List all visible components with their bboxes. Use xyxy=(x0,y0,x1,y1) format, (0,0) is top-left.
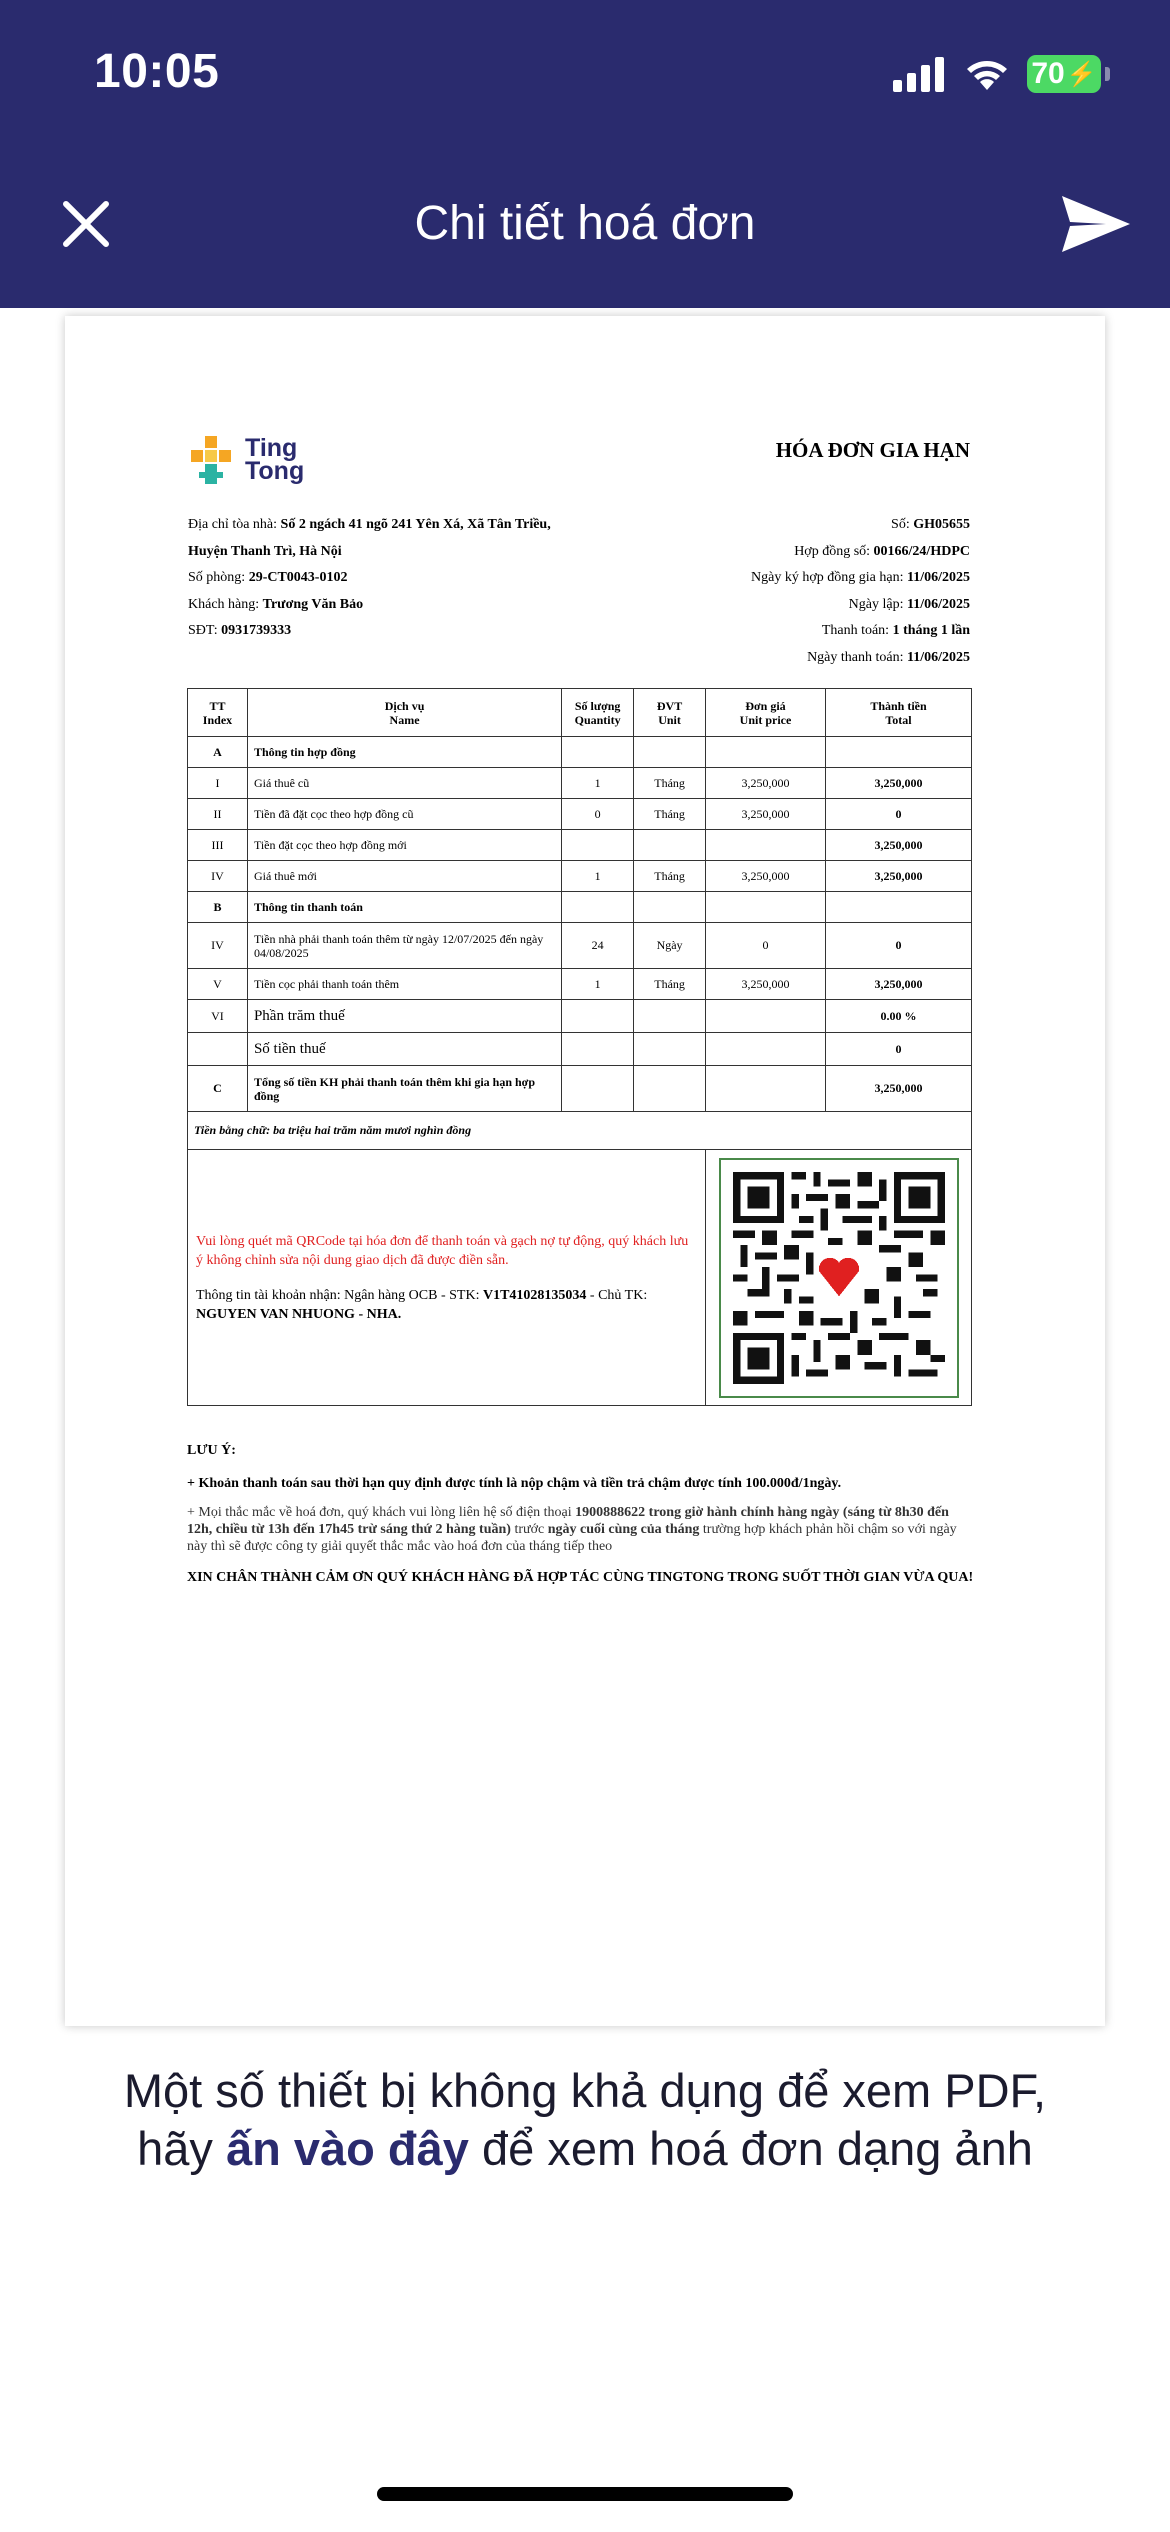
room-value: 29-CT0043-0102 xyxy=(248,570,348,585)
qr-instructions-cell xyxy=(188,1150,706,1406)
table-row: C Tổng số tiền KH phải thanh toán thêm khi gia hạn hợp đồng 3,250,000 xyxy=(188,1066,972,1112)
table-header-row xyxy=(188,689,972,737)
view-image-link[interactable]: ấn vào đây xyxy=(225,2122,469,2175)
address-label: Địa chỉ tòa nhà: xyxy=(188,517,281,532)
phone-value: 0931739333 xyxy=(221,623,292,638)
fallback-prefix: hãy xyxy=(137,2122,226,2175)
number-value: GH05655 xyxy=(913,517,970,532)
sign-date-value: 11/06/2025 xyxy=(906,570,970,585)
customer-value: Trương Văn Bảo xyxy=(262,596,364,612)
invoice-info-left xyxy=(188,512,551,645)
col-service: Dịch vụ Name xyxy=(247,689,561,737)
fallback-line2 xyxy=(0,2120,1170,2178)
table-row: III Tiền đặt cọc theo hợp đồng mới 3,250,000 xyxy=(188,830,972,861)
col-total: Thành tiền Total xyxy=(825,689,971,737)
contract-label: Hợp đồng số: xyxy=(794,543,874,559)
col-unit-price: Đơn giá Unit price xyxy=(706,689,826,737)
contract-value: 00166/24/HDPC xyxy=(873,543,970,559)
col-index: TT Index xyxy=(188,689,248,737)
col-quantity: Số lượng Quantity xyxy=(562,689,634,737)
table-row: A Thông tin hợp đồng xyxy=(188,737,972,768)
company-logo xyxy=(185,434,304,486)
note-late-payment: + Khoản thanh toán sau thời hạn quy định được tính là nộp chậm và tiền trả chậm được tính 100.000đ/1ngày. xyxy=(187,1476,842,1491)
amount-in-words-row xyxy=(188,1112,972,1150)
phone-label: SĐT: xyxy=(188,623,222,638)
battery-icon: 70 ⚡ xyxy=(1027,55,1101,93)
invoice-items-table xyxy=(187,688,972,1406)
pay-date-value: 11/06/2025 xyxy=(906,649,970,665)
table-row: V Tiền cọc phải thanh toán thêm 1 Tháng 3,250,000 3,250,000 xyxy=(188,969,972,1000)
qr-code[interactable] xyxy=(719,1158,959,1398)
qr-code-cell xyxy=(706,1150,972,1406)
notes-title: LƯU Ý: xyxy=(187,1443,236,1458)
battery-cap xyxy=(1105,67,1110,81)
qr-instruction-text: Vui lòng quét mã QRCode tại hóa đơn để thanh toán và gạch nợ tự động, quý khách lưu ý không chỉnh sửa nội dung giao dịch đã được điền sẵn. xyxy=(196,1233,689,1268)
created-value: 11/06/2025 xyxy=(906,596,970,612)
status-icons xyxy=(893,52,1110,96)
created-label: Ngày lập: xyxy=(848,596,907,612)
logo-text xyxy=(245,434,305,485)
invoice-title: HÓA ĐƠN GIA HẠN xyxy=(775,438,970,462)
table-row: VI Phần trăm thuế 0.00 % xyxy=(188,1000,972,1033)
invoice-info-right xyxy=(751,512,970,671)
note-contact-deadline: ngày cuối cùng của tháng xyxy=(547,1522,700,1537)
bank-info-label: Thông tin tài khoản nhận: Ngân hàng OCB - STK: xyxy=(196,1287,483,1303)
fallback-line1: Một số thiết bị không khả dụng để xem PDF, xyxy=(123,2064,1047,2117)
bank-holder-label: - Chủ TK: xyxy=(586,1287,648,1303)
table-row: IV Tiền nhà phải thanh toán thêm từ ngày 12/07/2025 đến ngày 04/08/2025 24 Ngày 0 0 xyxy=(188,923,972,969)
payment-value: 1 tháng 1 lần xyxy=(892,623,970,638)
bank-account: V1T41028135034 xyxy=(482,1287,587,1303)
status-time: 10:05 xyxy=(94,45,220,98)
invoice-notes xyxy=(187,1442,977,1598)
note-contact-e: trường hợp khách phản hồi chậm so với ngày này thì sẽ được công ty giải quyết thắc mắc vào hoá đơn của tháng tiếp theo xyxy=(187,1522,957,1554)
table-row: I Giá thuê cũ 1 Tháng 3,250,000 3,250,000 xyxy=(188,768,972,799)
send-icon[interactable] xyxy=(1060,192,1132,256)
room-label: Số phòng: xyxy=(188,570,249,585)
payment-label: Thanh toán: xyxy=(821,623,893,638)
invoice-document[interactable] xyxy=(65,316,1105,2026)
note-contact xyxy=(187,1504,977,1555)
app-header xyxy=(0,0,1170,308)
qr-code-image xyxy=(733,1172,945,1384)
battery-level: 70 xyxy=(1031,57,1065,90)
table-row: B Thông tin thanh toán xyxy=(188,892,972,923)
customer-label: Khách hàng: xyxy=(188,596,263,612)
address-line1: Số 2 ngách 41 ngõ 241 Yên Xá, Xã Tân Triều, xyxy=(280,517,551,532)
note-contact-c: trước xyxy=(510,1522,548,1537)
logo-line1: Ting xyxy=(245,434,298,462)
table-row: IV Giá thuê mới 1 Tháng 3,250,000 3,250,000 xyxy=(188,861,972,892)
home-indicator[interactable] xyxy=(377,2487,793,2501)
address-line2: Huyện Thanh Trì, Hà Nội xyxy=(188,543,342,559)
fallback-suffix: để xem hoá đơn dạng ảnh xyxy=(468,2122,1033,2175)
qr-payment-row xyxy=(188,1150,972,1406)
bank-info xyxy=(196,1286,697,1324)
table-row: Số tiền thuế 0 xyxy=(188,1033,972,1066)
amount-in-words: Tiền bằng chữ: ba triệu hai trăm năm mươi nghìn đồng xyxy=(188,1112,972,1150)
number-label: Số: xyxy=(891,517,914,532)
page-title: Chi tiết hoá đơn xyxy=(414,197,756,250)
note-contact-a: + Mọi thắc mắc về hoá đơn, quý khách vui lòng liên hệ số điện thoại xyxy=(187,1505,576,1520)
bank-holder: NGUYEN VAN NHUONG - NHA xyxy=(196,1306,398,1322)
sign-date-label: Ngày ký hợp đồng gia hạn: xyxy=(751,570,907,585)
wifi-icon xyxy=(963,56,1011,92)
bank-holder-period: . xyxy=(397,1306,402,1322)
logo-mark-icon xyxy=(185,434,237,486)
logo-line2: Tong xyxy=(245,457,305,485)
table-row: II Tiền đã đặt cọc theo hợp đồng cũ 0 Tháng 3,250,000 0 xyxy=(188,799,972,830)
pay-date-label: Ngày thanh toán: xyxy=(807,649,907,665)
col-unit: ĐVT Unit xyxy=(634,689,706,737)
thanks-message: XIN CHÂN THÀNH CẢM ƠN QUÝ KHÁCH HÀNG ĐÃ HỢP TÁC CÙNG TINGTONG TRONG SUỐT THỜI GIAN VỪA QUA! xyxy=(187,1570,974,1585)
pdf-fallback-message xyxy=(0,2062,1170,2178)
signal-icon xyxy=(893,56,947,92)
note-contact-hotline: 1900888622 trong giờ hành chính hàng ngày (sáng từ 8h30 đến 12h, chiều từ 13h đến 17h45 trừ sáng thứ 2 hàng tuần) xyxy=(187,1505,949,1537)
